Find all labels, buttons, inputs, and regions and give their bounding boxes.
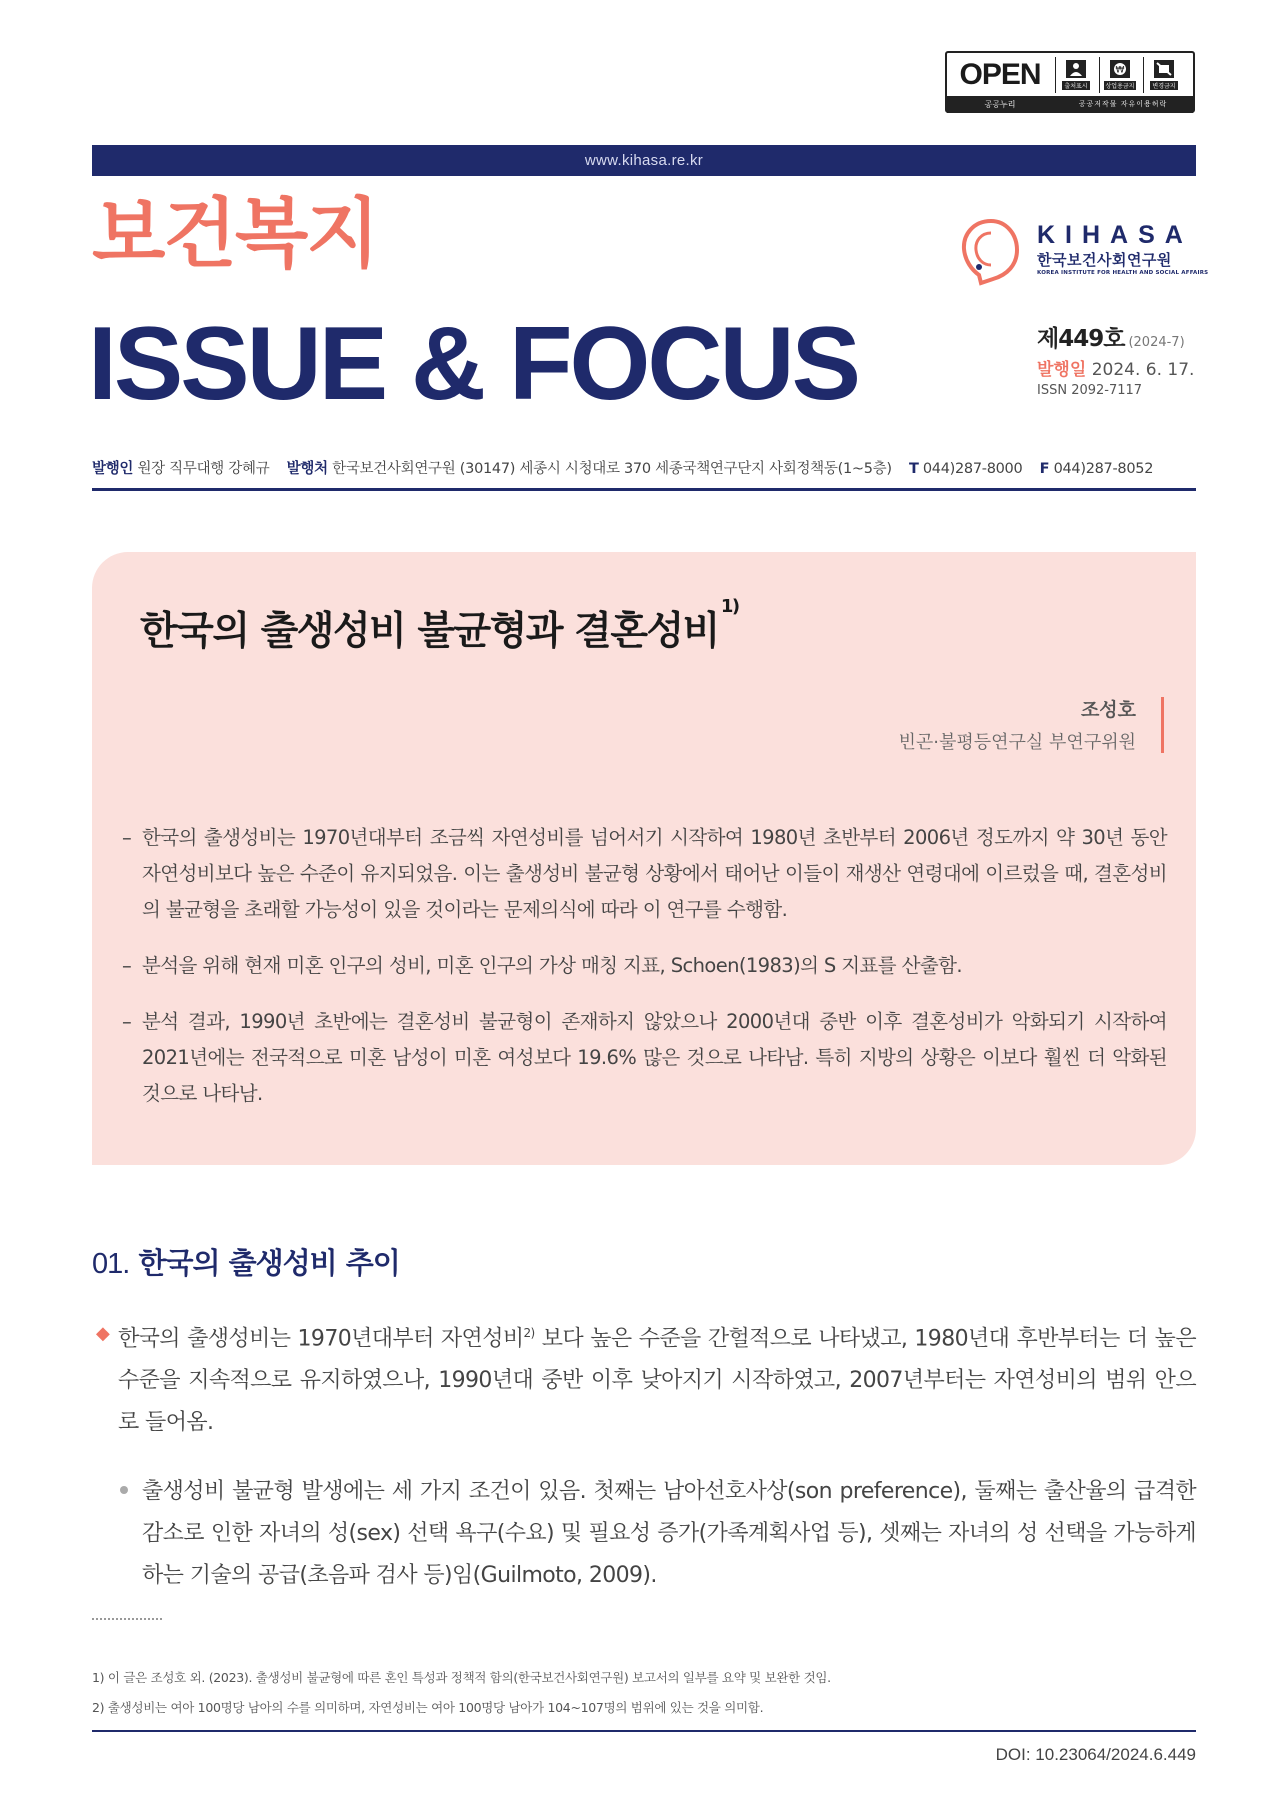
noderivs-label: 변경금지 [1152,83,1176,90]
dash-bullet: – [122,954,132,977]
tel-label: T [908,461,919,477]
kogl-description: 공공저작물 자유이용허락 [1053,96,1193,113]
kihasa-wordmark: KIHASA [1037,221,1193,249]
dash-bullet: – [122,1010,132,1033]
attribution-label: 출처표시 [1064,83,1088,90]
summary-item [122,820,1167,928]
footer-divider [92,1730,1196,1732]
attribution-condition [1055,57,1096,93]
issn: ISSN 2092-7117 [1037,383,1143,398]
publication-date [1037,355,1194,380]
issue-sub: (2024-7) [1128,335,1185,350]
section-number: 01. [92,1248,130,1280]
issue-number [1037,320,1185,353]
publisher-name: 원장 직무대행 강혜규 [137,461,270,477]
author-affiliation: 빈곤·불평등연구실 부연구위원 [898,732,1136,753]
issue-number-text: 제449호 [1037,326,1125,352]
sub-paragraph-text: 출생성비 불균형 발생에는 세 가지 조건이 있음. 첫째는 남아선호사상(son preference), 둘째는 출산율의 급격한 감소로 인한 자녀의 성(sex) 선택 욕구(수요) 및 필요성 증가(가족계획사업 등), 셋째는 자녀의 성 선택을 가능하게 하는 기술의 공급(초음파 검사 등)임(Guilmoto, 2009). [142,1479,1196,1588]
publication-date-value: 2024. 6. 17. [1091,360,1195,380]
summary-item [122,1004,1167,1112]
footnote-2: 2) 출생성비는 여아 100명당 남아의 수를 의미하며, 자연성비는 여아 100명당 남아가 104~107명의 범위에 있는 것을 의미함. [92,1700,764,1715]
fax-label: F [1039,461,1050,477]
article-title-text: 한국의 출생성비 불균형과 결혼성비 [140,609,719,654]
summary-text: 한국의 출생성비는 1970년대부터 조금씩 자연성비를 넘어서기 시작하여 1980년 초반부터 2006년 정도까지 약 30년 동안 자연성비보다 높은 수준이 유지되었음. 이는 출생성비 불균형 상황에서 태어난 이들이 재생산 연령대에 이르렀을 때, 결혼성비의 불균형을 초래할 가능성이 있을 것이라는 문제의식에 따라 이 연구를 수행함. [142,826,1167,921]
summary-list [122,820,1167,1132]
summary-text: 분석 결과, 1990년 초반에는 결혼성비 불균형이 존재하지 않았으나 2000년대 중반 이후 결혼성비가 악화되기 시작하여 2021년에는 전국적으로 미혼 남성이 미혼 여성보다 19.6% 많은 것으로 나타남. 특히 지방의 상황은 이보다 훨씬 더 악화된 것으로 나타남. [142,1010,1167,1105]
publication-title-korean: 보건복지 [92,189,378,278]
svg-text:₩: ₩ [1115,65,1125,76]
noncommercial-condition [1099,57,1140,93]
dash-bullet: – [122,826,132,849]
publication-title-english: ISSUE & FOCUS [88,306,858,422]
body-paragraph-text [92,1312,1196,1444]
summary-text: 분석을 위해 현재 미혼 인구의 성비, 미혼 인구의 가상 매칭 지표, Schoen(1983)의 S 지표를 산출함. [142,954,962,977]
website-url: www.kihasa.re.kr [584,152,704,169]
article-title [140,596,739,656]
section-heading [92,1241,400,1282]
publisher-info [92,457,1196,478]
won-icon [1109,59,1131,79]
noderivs-condition [1143,57,1184,93]
footnote-ref-1[interactable]: 1) [720,596,739,617]
footnotes [92,1663,1196,1723]
paragraph-part-a: 한국의 출생성비는 1970년대부터 자연성비 [118,1326,524,1352]
diamond-bullet-icon: ◆ [96,1323,110,1344]
kogl-license-badge [945,51,1195,113]
kogl-label: 공공누리 [947,96,1053,113]
doi: DOI: 10.23064/2024.6.449 [995,1745,1196,1764]
kihasa-korean-name: 한국보건사회연구원 [1037,251,1172,269]
sub-paragraph [120,1471,1196,1597]
footnote-1: 1) 이 글은 조성호 외. (2023). 출생성비 불균형에 따른 혼인 특성과 정책적 함의(한국보건사회연구원) 보고서의 일부를 요약 및 보완한 것임. [92,1670,831,1685]
summary-item [122,948,1167,984]
tel-number: 044)287-8000 [922,461,1023,477]
dot-bullet-icon [120,1486,128,1494]
section-title: 한국의 출생성비 추이 [138,1246,400,1280]
author-name: 조성호 [1080,699,1136,721]
website-band [92,145,1196,176]
person-icon [1065,59,1087,79]
paragraph-part-b: 보다 높은 수준을 간헐적으로 나타냈고, 1980년대 후반부터는 더 높은 수준을 지속적으로 유지하였으나, 1990년대 중반 이후 낮아지기 시작하였고, 2007년부터는 자연성비의 범위 안으로 들어옴. [118,1326,1196,1436]
publication-date-label: 발행일 [1037,360,1087,380]
kihasa-logo-icon [955,215,1027,287]
issuer-address: 한국보건사회연구원 (30147) 세종시 시청대로 370 세종국책연구단지 사회정책동(1~5층) [332,461,892,477]
footnote-separator [92,1618,162,1620]
issuer-label: 발행처 [286,461,328,477]
header-divider [92,488,1196,491]
publisher-label: 발행인 [92,461,134,477]
open-logo-text: OPEN [959,57,1041,91]
noncommercial-label: 상업용금지 [1105,83,1135,90]
open-logo [947,53,1053,96]
fax-number: 044)287-8052 [1053,461,1154,477]
footnote-ref-2[interactable]: 2) [523,1326,535,1340]
author-accent-bar [1161,697,1164,753]
no-change-icon [1153,59,1175,79]
body-paragraph [92,1312,1196,1444]
kihasa-english-name: KOREA INSTITUTE FOR HEALTH AND SOCIAL AFFAIRS [1037,270,1209,276]
